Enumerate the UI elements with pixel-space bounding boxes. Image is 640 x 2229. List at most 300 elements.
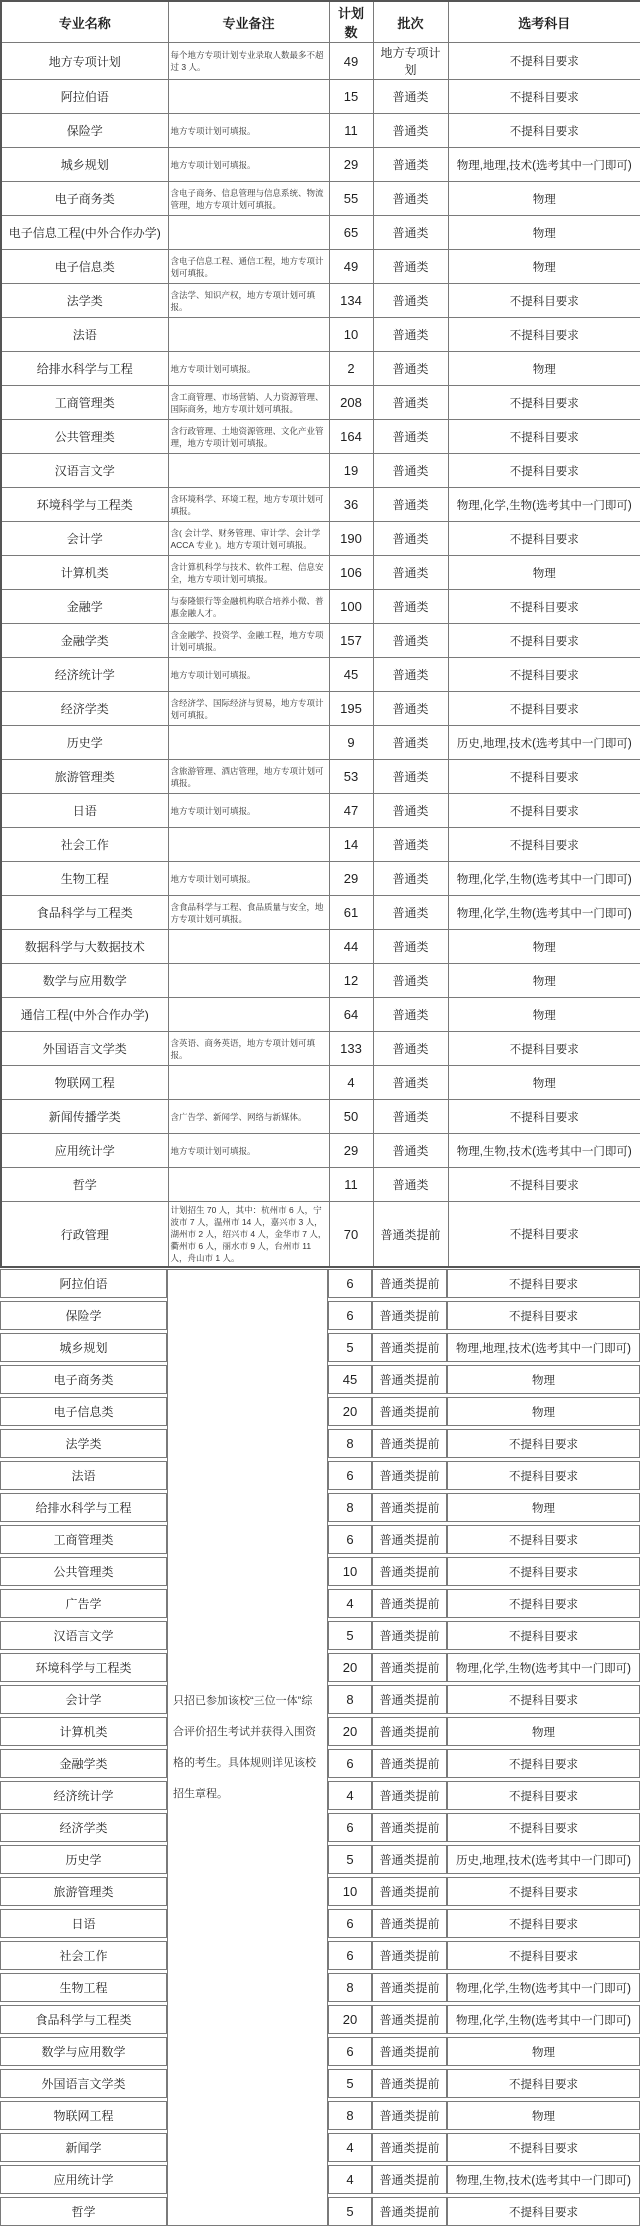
note-cell bbox=[168, 80, 329, 114]
major-name-cell: 数据科学与大数据技术 bbox=[1, 930, 168, 964]
plan-count-cell: 10 bbox=[328, 1557, 372, 1586]
batch-cell: 普通类提前 bbox=[372, 1333, 447, 1362]
major-name-cell: 公共管理类 bbox=[0, 1557, 167, 1586]
plan-count-cell: 4 bbox=[328, 2133, 372, 2162]
batch-cell: 普通类提前 bbox=[372, 2133, 447, 2162]
batch-cell: 普通类提前 bbox=[372, 2037, 447, 2066]
batch-cell: 普通类 bbox=[373, 114, 448, 148]
subjects-cell: 不提科目要求 bbox=[448, 318, 640, 352]
plan-count-cell: 11 bbox=[329, 1168, 373, 1202]
subjects-cell: 物理,化学,生物(选考其中一门即可) bbox=[448, 488, 640, 522]
subjects-cell: 不提科目要求 bbox=[448, 760, 640, 794]
note-cell bbox=[168, 318, 329, 352]
table-row bbox=[1, 182, 640, 216]
subjects-cell: 不提科目要求 bbox=[448, 114, 640, 148]
batch-cell: 普通类 bbox=[373, 1168, 448, 1202]
major-name-cell: 工商管理类 bbox=[1, 386, 168, 420]
note-cell bbox=[168, 930, 329, 964]
batch-cell: 普通类提前 bbox=[372, 1301, 447, 1330]
major-name-cell: 公共管理类 bbox=[1, 420, 168, 454]
subjects-cell: 物理 bbox=[448, 556, 640, 590]
batch-cell: 普通类提前 bbox=[372, 1461, 447, 1490]
major-name-cell: 计算机类 bbox=[1, 556, 168, 590]
plan-count-cell: 4 bbox=[328, 1589, 372, 1618]
subjects-cell: 物理,化学,生物(选考其中一门即可) bbox=[447, 1973, 640, 2002]
batch-cell: 普通类 bbox=[373, 726, 448, 760]
plan-count-cell: 4 bbox=[329, 1066, 373, 1100]
batch-cell: 普通类提前 bbox=[372, 2165, 447, 2194]
major-name-cell: 金融学 bbox=[1, 590, 168, 624]
major-name-cell: 地方专项计划 bbox=[1, 43, 168, 80]
batch-cell: 普通类 bbox=[373, 488, 448, 522]
subjects-cell: 物理 bbox=[448, 352, 640, 386]
plan-count-cell: 20 bbox=[328, 1653, 372, 1682]
subjects-cell: 物理,化学,生物(选考其中一门即可) bbox=[447, 1653, 640, 1682]
note-cell: 地方专项计划可填报。 bbox=[168, 1134, 329, 1168]
subjects-cell: 物理,化学,生物(选考其中一门即可) bbox=[448, 896, 640, 930]
plan-count-cell: 10 bbox=[329, 318, 373, 352]
major-name-cell: 阿拉伯语 bbox=[1, 80, 168, 114]
note-cell bbox=[168, 998, 329, 1032]
plan-count-cell: 15 bbox=[329, 80, 373, 114]
major-name-cell: 金融学类 bbox=[0, 1749, 167, 1778]
major-name-cell: 法语 bbox=[1, 318, 168, 352]
batch-cell: 普通类提前 bbox=[372, 2005, 447, 2034]
note-cell bbox=[168, 1066, 329, 1100]
table-row bbox=[1, 318, 640, 352]
subjects-cell: 不提科目要求 bbox=[448, 1100, 640, 1134]
subjects-cell: 物理 bbox=[447, 1493, 640, 1522]
batch-cell: 普通类 bbox=[373, 182, 448, 216]
batch-cell: 普通类提前 bbox=[372, 1813, 447, 1842]
subjects-cell: 物理,地理,技术(选考其中一门即可) bbox=[447, 1333, 640, 1362]
note-cell bbox=[168, 454, 329, 488]
major-name-cell: 新闻传播学类 bbox=[1, 1100, 168, 1134]
subjects-cell: 不提科目要求 bbox=[448, 43, 640, 80]
major-name-cell: 经济统计学 bbox=[1, 658, 168, 692]
subjects-cell: 物理,化学,生物(选考其中一门即可) bbox=[447, 2005, 640, 2034]
note-cell: 与泰隆银行等金融机构联合培养小微、普惠金融人才。 bbox=[168, 590, 329, 624]
note-cell: 含行政管理、土地资源管理、文化产业管理，地方专项计划可填报。 bbox=[168, 420, 329, 454]
subjects-cell: 物理 bbox=[447, 2037, 640, 2066]
table-row bbox=[1, 1100, 640, 1134]
plan-count-cell: 4 bbox=[328, 1781, 372, 1810]
table-row bbox=[1, 454, 640, 488]
batch-cell: 普通类 bbox=[373, 556, 448, 590]
table-row bbox=[1, 284, 640, 318]
subjects-cell: 物理 bbox=[448, 998, 640, 1032]
subjects-cell: 历史,地理,技术(选考其中一门即可) bbox=[447, 1845, 640, 1874]
batch-cell: 普通类 bbox=[373, 658, 448, 692]
plan-count-cell: 6 bbox=[328, 1461, 372, 1490]
subjects-cell: 不提科目要求 bbox=[448, 590, 640, 624]
subjects-cell: 不提科目要求 bbox=[447, 1813, 640, 1842]
major-name-cell: 法学类 bbox=[0, 1429, 167, 1458]
subjects-cell: 不提科目要求 bbox=[447, 1621, 640, 1650]
plan-count-cell: 2 bbox=[329, 352, 373, 386]
batch-cell: 普通类 bbox=[373, 760, 448, 794]
plan-count-cell: 8 bbox=[328, 2101, 372, 2130]
major-name-cell: 法语 bbox=[0, 1461, 167, 1490]
plan-count-cell: 49 bbox=[329, 43, 373, 80]
plan-count-cell: 100 bbox=[329, 590, 373, 624]
subjects-cell: 不提科目要求 bbox=[448, 658, 640, 692]
header-row bbox=[1, 1, 640, 43]
major-name-cell: 电子信息类 bbox=[0, 1397, 167, 1426]
note-cell: 每个地方专项计划专业录取人数最多不超过 3 人。 bbox=[168, 43, 329, 80]
plan-count-cell: 19 bbox=[329, 454, 373, 488]
major-name-cell: 历史学 bbox=[0, 1845, 167, 1874]
table-row bbox=[1, 828, 640, 862]
table-row bbox=[1, 1168, 640, 1202]
plan-count-cell: 6 bbox=[328, 1813, 372, 1842]
plan-count-cell: 5 bbox=[328, 2197, 372, 2226]
subjects-cell: 物理 bbox=[448, 216, 640, 250]
subjects-cell: 物理 bbox=[448, 250, 640, 284]
major-name-cell: 物联网工程 bbox=[0, 2101, 167, 2130]
major-name-cell: 物联网工程 bbox=[1, 1066, 168, 1100]
batch-cell: 普通类提前 bbox=[372, 1557, 447, 1586]
subjects-cell: 物理 bbox=[447, 1397, 640, 1426]
plan-count-cell: 61 bbox=[329, 896, 373, 930]
plan-count-cell: 208 bbox=[329, 386, 373, 420]
subjects-cell: 物理 bbox=[447, 1365, 640, 1394]
batch-cell: 普通类提前 bbox=[372, 1749, 447, 1778]
plan-count-cell: 6 bbox=[328, 1301, 372, 1330]
plan-count-cell: 20 bbox=[328, 1717, 372, 1746]
subjects-cell: 不提科目要求 bbox=[448, 1168, 640, 1202]
batch-cell: 普通类 bbox=[373, 250, 448, 284]
plan-count-cell: 53 bbox=[329, 760, 373, 794]
subjects-cell: 历史,地理,技术(选考其中一门即可) bbox=[448, 726, 640, 760]
major-name-cell: 经济学类 bbox=[1, 692, 168, 726]
plan-count-cell: 106 bbox=[329, 556, 373, 590]
batch-cell: 普通类 bbox=[373, 998, 448, 1032]
plan-count-cell: 29 bbox=[329, 148, 373, 182]
table-row bbox=[1, 658, 640, 692]
subjects-cell: 不提科目要求 bbox=[448, 1202, 640, 1268]
plan-count-cell: 164 bbox=[329, 420, 373, 454]
table-row bbox=[0, 1269, 640, 1298]
plan-count-cell: 70 bbox=[329, 1202, 373, 1268]
plan-count-cell: 8 bbox=[328, 1973, 372, 2002]
major-name-cell: 食品科学与工程类 bbox=[1, 896, 168, 930]
plan-count-cell: 190 bbox=[329, 522, 373, 556]
subjects-cell: 不提科目要求 bbox=[447, 1685, 640, 1714]
table-row bbox=[1, 794, 640, 828]
batch-cell: 普通类 bbox=[373, 318, 448, 352]
plan-count-cell: 36 bbox=[329, 488, 373, 522]
major-name-cell: 会计学 bbox=[1, 522, 168, 556]
subjects-cell: 物理,地理,技术(选考其中一门即可) bbox=[448, 148, 640, 182]
table-row bbox=[1, 930, 640, 964]
table-row bbox=[1, 80, 640, 114]
subjects-cell: 不提科目要求 bbox=[448, 794, 640, 828]
batch-cell: 普通类提前 bbox=[372, 1685, 447, 1714]
batch-cell: 普通类 bbox=[373, 148, 448, 182]
plan-count-cell: 10 bbox=[328, 1877, 372, 1906]
batch-cell: 普通类 bbox=[373, 1066, 448, 1100]
subjects-cell: 不提科目要求 bbox=[448, 386, 640, 420]
major-name-cell: 给排水科学与工程 bbox=[0, 1493, 167, 1522]
major-name-cell: 电子商务类 bbox=[0, 1365, 167, 1394]
batch-cell: 普通类提前 bbox=[372, 1493, 447, 1522]
major-name-cell: 法学类 bbox=[1, 284, 168, 318]
subjects-cell: 物理 bbox=[448, 182, 640, 216]
major-name-cell: 日语 bbox=[0, 1909, 167, 1938]
batch-cell: 普通类 bbox=[373, 454, 448, 488]
plan-count-cell: 134 bbox=[329, 284, 373, 318]
plan-count-cell: 5 bbox=[328, 1621, 372, 1650]
table-row bbox=[1, 386, 640, 420]
plan-count-cell: 4 bbox=[328, 2165, 372, 2194]
note-cell bbox=[168, 964, 329, 998]
major-name-cell: 应用统计学 bbox=[1, 1134, 168, 1168]
subjects-cell: 不提科目要求 bbox=[448, 828, 640, 862]
note-cell: 含广告学、新闻学、网络与新媒体。 bbox=[168, 1100, 329, 1134]
batch-cell: 普通类 bbox=[373, 590, 448, 624]
batch-cell: 普通类 bbox=[373, 522, 448, 556]
major-name-cell: 电子信息类 bbox=[1, 250, 168, 284]
plan-count-cell: 44 bbox=[329, 930, 373, 964]
subjects-cell: 不提科目要求 bbox=[447, 1941, 640, 1970]
plan-count-cell: 64 bbox=[329, 998, 373, 1032]
table-row bbox=[1, 114, 640, 148]
table-row bbox=[1, 726, 640, 760]
note-cell: 含电子信息工程、通信工程，地方专项计划可填报。 bbox=[168, 250, 329, 284]
major-name-cell: 阿拉伯语 bbox=[0, 1269, 167, 1298]
major-name-cell: 哲学 bbox=[0, 2197, 167, 2226]
note-cell: 含环境科学、环境工程，地方专项计划可填报。 bbox=[168, 488, 329, 522]
subjects-cell: 不提科目要求 bbox=[448, 624, 640, 658]
subjects-cell: 不提科目要求 bbox=[447, 2197, 640, 2226]
note-cell: 含英语、商务英语，地方专项计划可填报。 bbox=[168, 1032, 329, 1066]
major-name-cell: 外国语言文学类 bbox=[1, 1032, 168, 1066]
batch-cell: 普通类提前 bbox=[372, 1781, 447, 1810]
batch-cell: 普通类提前 bbox=[372, 2101, 447, 2130]
major-name-cell: 通信工程(中外合作办学) bbox=[1, 998, 168, 1032]
table-row bbox=[1, 624, 640, 658]
subjects-cell: 不提科目要求 bbox=[447, 2133, 640, 2162]
subjects-cell: 不提科目要求 bbox=[447, 2069, 640, 2098]
plan-count-cell: 133 bbox=[329, 1032, 373, 1066]
batch-cell: 普通类提前 bbox=[372, 1429, 447, 1458]
note-cell: 含( 会计学、财务管理、审计学、会计学 ACCA 专业 )。地方专项计划可填报。 bbox=[168, 522, 329, 556]
major-name-cell: 广告学 bbox=[0, 1589, 167, 1618]
batch-cell: 普通类 bbox=[373, 284, 448, 318]
table-row bbox=[1, 250, 640, 284]
batch-cell: 普通类提前 bbox=[372, 1973, 447, 2002]
plan-count-cell: 50 bbox=[329, 1100, 373, 1134]
major-name-cell: 数学与应用数学 bbox=[0, 2037, 167, 2066]
batch-cell: 普通类提前 bbox=[373, 1202, 448, 1268]
subjects-cell: 不提科目要求 bbox=[447, 1525, 640, 1554]
subjects-cell: 不提科目要求 bbox=[447, 1589, 640, 1618]
table-row bbox=[1, 1066, 640, 1100]
major-name-cell: 保险学 bbox=[1, 114, 168, 148]
note-cell: 含电子商务、信息管理与信息系统、物流管理，地方专项计划可填报。 bbox=[168, 182, 329, 216]
subjects-cell: 不提科目要求 bbox=[447, 1877, 640, 1906]
note-cell: 地方专项计划可填报。 bbox=[168, 862, 329, 896]
batch-cell: 普通类提前 bbox=[372, 1365, 447, 1394]
subjects-cell: 不提科目要求 bbox=[447, 1301, 640, 1330]
batch-cell: 普通类 bbox=[373, 216, 448, 250]
major-name-cell: 计算机类 bbox=[0, 1717, 167, 1746]
major-name-cell: 环境科学与工程类 bbox=[0, 1653, 167, 1682]
major-name-cell: 汉语言文学 bbox=[0, 1621, 167, 1650]
subjects-cell: 不提科目要求 bbox=[447, 1557, 640, 1586]
plan-count-cell: 195 bbox=[329, 692, 373, 726]
batch-cell: 普通类 bbox=[373, 692, 448, 726]
batch-cell: 普通类提前 bbox=[372, 1941, 447, 1970]
table-row bbox=[1, 420, 640, 454]
note-cell: 地方专项计划可填报。 bbox=[168, 794, 329, 828]
table-row bbox=[1, 862, 640, 896]
plan-count-cell: 157 bbox=[329, 624, 373, 658]
batch-cell: 普通类 bbox=[373, 1134, 448, 1168]
admission-plan-table-advance bbox=[0, 1266, 640, 2229]
subjects-cell: 物理,化学,生物(选考其中一门即可) bbox=[448, 862, 640, 896]
batch-cell: 普通类 bbox=[373, 1100, 448, 1134]
section2-body bbox=[0, 1269, 640, 2226]
note-cell: 地方专项计划可填报。 bbox=[168, 352, 329, 386]
subjects-cell: 不提科目要求 bbox=[447, 1909, 640, 1938]
major-name-cell: 日语 bbox=[1, 794, 168, 828]
plan-count-cell: 12 bbox=[329, 964, 373, 998]
major-name-cell: 社会工作 bbox=[1, 828, 168, 862]
plan-count-cell: 20 bbox=[328, 2005, 372, 2034]
batch-cell: 普通类提前 bbox=[372, 1269, 447, 1298]
batch-cell: 普通类 bbox=[373, 1032, 448, 1066]
batch-cell: 普通类提前 bbox=[372, 1845, 447, 1874]
plan-count-cell: 6 bbox=[328, 1749, 372, 1778]
major-name-cell: 生物工程 bbox=[1, 862, 168, 896]
plan-count-cell: 5 bbox=[328, 2069, 372, 2098]
subjects-cell: 不提科目要求 bbox=[448, 692, 640, 726]
batch-cell: 普通类 bbox=[373, 420, 448, 454]
table-row bbox=[1, 964, 640, 998]
plan-count-cell: 8 bbox=[328, 1493, 372, 1522]
batch-cell: 普通类 bbox=[373, 862, 448, 896]
batch-cell: 普通类 bbox=[373, 964, 448, 998]
plan-count-cell: 11 bbox=[329, 114, 373, 148]
col-header-plan-count: 计划数 bbox=[329, 1, 373, 43]
subjects-cell: 物理,生物,技术(选考其中一门即可) bbox=[448, 1134, 640, 1168]
batch-cell: 普通类提前 bbox=[372, 1525, 447, 1554]
table-row bbox=[1, 352, 640, 386]
table-row bbox=[1, 1032, 640, 1066]
plan-count-cell: 49 bbox=[329, 250, 373, 284]
note-cell: 含食品科学与工程、食品质量与安全，地方专项计划可填报。 bbox=[168, 896, 329, 930]
major-name-cell: 行政管理 bbox=[1, 1202, 168, 1268]
subjects-cell: 物理 bbox=[448, 964, 640, 998]
plan-count-cell: 6 bbox=[328, 2037, 372, 2066]
table-row bbox=[1, 692, 640, 726]
subjects-cell: 不提科目要求 bbox=[448, 522, 640, 556]
note-cell: 地方专项计划可填报。 bbox=[168, 148, 329, 182]
subjects-cell: 物理 bbox=[447, 2101, 640, 2130]
col-header-major-name: 专业名称 bbox=[1, 1, 168, 43]
subjects-cell: 物理 bbox=[448, 1066, 640, 1100]
table-row bbox=[1, 522, 640, 556]
batch-cell: 普通类提前 bbox=[372, 1589, 447, 1618]
table-row bbox=[1, 896, 640, 930]
plan-count-cell: 9 bbox=[329, 726, 373, 760]
plan-count-cell: 6 bbox=[328, 1909, 372, 1938]
subjects-cell: 不提科目要求 bbox=[447, 1461, 640, 1490]
batch-cell: 普通类提前 bbox=[372, 1877, 447, 1906]
note-cell: 含旅游管理、酒店管理，地方专项计划可填报。 bbox=[168, 760, 329, 794]
batch-cell: 普通类提前 bbox=[372, 1397, 447, 1426]
table-row bbox=[1, 1202, 640, 1268]
major-name-cell: 城乡规划 bbox=[1, 148, 168, 182]
plan-count-cell: 65 bbox=[329, 216, 373, 250]
major-name-cell: 电子商务类 bbox=[1, 182, 168, 216]
table-row bbox=[1, 998, 640, 1032]
major-name-cell: 给排水科学与工程 bbox=[1, 352, 168, 386]
major-name-cell: 数学与应用数学 bbox=[1, 964, 168, 998]
major-name-cell: 保险学 bbox=[0, 1301, 167, 1330]
major-name-cell: 生物工程 bbox=[0, 1973, 167, 2002]
major-name-cell: 环境科学与工程类 bbox=[1, 488, 168, 522]
batch-cell: 普通类 bbox=[373, 794, 448, 828]
plan-count-cell: 29 bbox=[329, 1134, 373, 1168]
plan-count-cell: 29 bbox=[329, 862, 373, 896]
table-row bbox=[1, 556, 640, 590]
batch-cell: 普通类 bbox=[373, 386, 448, 420]
batch-cell: 普通类提前 bbox=[372, 2197, 447, 2226]
major-name-cell: 社会工作 bbox=[0, 1941, 167, 1970]
major-name-cell: 旅游管理类 bbox=[0, 1877, 167, 1906]
plan-count-cell: 5 bbox=[328, 1333, 372, 1362]
plan-count-cell: 14 bbox=[329, 828, 373, 862]
table-row bbox=[1, 590, 640, 624]
plan-count-cell: 8 bbox=[328, 1429, 372, 1458]
batch-cell: 普通类提前 bbox=[372, 1717, 447, 1746]
merged-note-cell: 只招已参加该校“三位一体”综合评价招生考试并获得入围资格的考生。具体规则详见该校招生章程。 bbox=[167, 1269, 328, 2226]
table-row bbox=[1, 148, 640, 182]
batch-cell: 普通类 bbox=[373, 828, 448, 862]
major-name-cell: 电子信息工程(中外合作办学) bbox=[1, 216, 168, 250]
note-cell bbox=[168, 216, 329, 250]
table-row bbox=[1, 216, 640, 250]
note-cell bbox=[168, 726, 329, 760]
note-cell: 含工商管理、市场营销、人力资源管理、国际商务，地方专项计划可填报。 bbox=[168, 386, 329, 420]
note-cell: 地方专项计划可填报。 bbox=[168, 114, 329, 148]
table-row bbox=[1, 43, 640, 80]
plan-count-cell: 55 bbox=[329, 182, 373, 216]
plan-count-cell: 45 bbox=[328, 1365, 372, 1394]
major-name-cell: 金融学类 bbox=[1, 624, 168, 658]
col-header-subjects: 选考科目 bbox=[448, 1, 640, 43]
plan-count-cell: 6 bbox=[328, 1941, 372, 1970]
plan-count-cell: 6 bbox=[328, 1525, 372, 1554]
col-header-major-note: 专业备注 bbox=[168, 1, 329, 43]
major-name-cell: 汉语言文学 bbox=[1, 454, 168, 488]
plan-count-cell: 8 bbox=[328, 1685, 372, 1714]
batch-cell: 普通类 bbox=[373, 930, 448, 964]
major-name-cell: 会计学 bbox=[0, 1685, 167, 1714]
batch-cell: 普通类 bbox=[373, 624, 448, 658]
subjects-cell: 不提科目要求 bbox=[448, 454, 640, 488]
plan-count-cell: 20 bbox=[328, 1397, 372, 1426]
subjects-cell: 不提科目要求 bbox=[447, 1269, 640, 1298]
subjects-cell: 物理 bbox=[448, 930, 640, 964]
major-name-cell: 历史学 bbox=[1, 726, 168, 760]
note-cell: 含金融学、投资学、金融工程，地方专项计划可填报。 bbox=[168, 624, 329, 658]
major-name-cell: 食品科学与工程类 bbox=[0, 2005, 167, 2034]
batch-cell: 普通类提前 bbox=[372, 1653, 447, 1682]
